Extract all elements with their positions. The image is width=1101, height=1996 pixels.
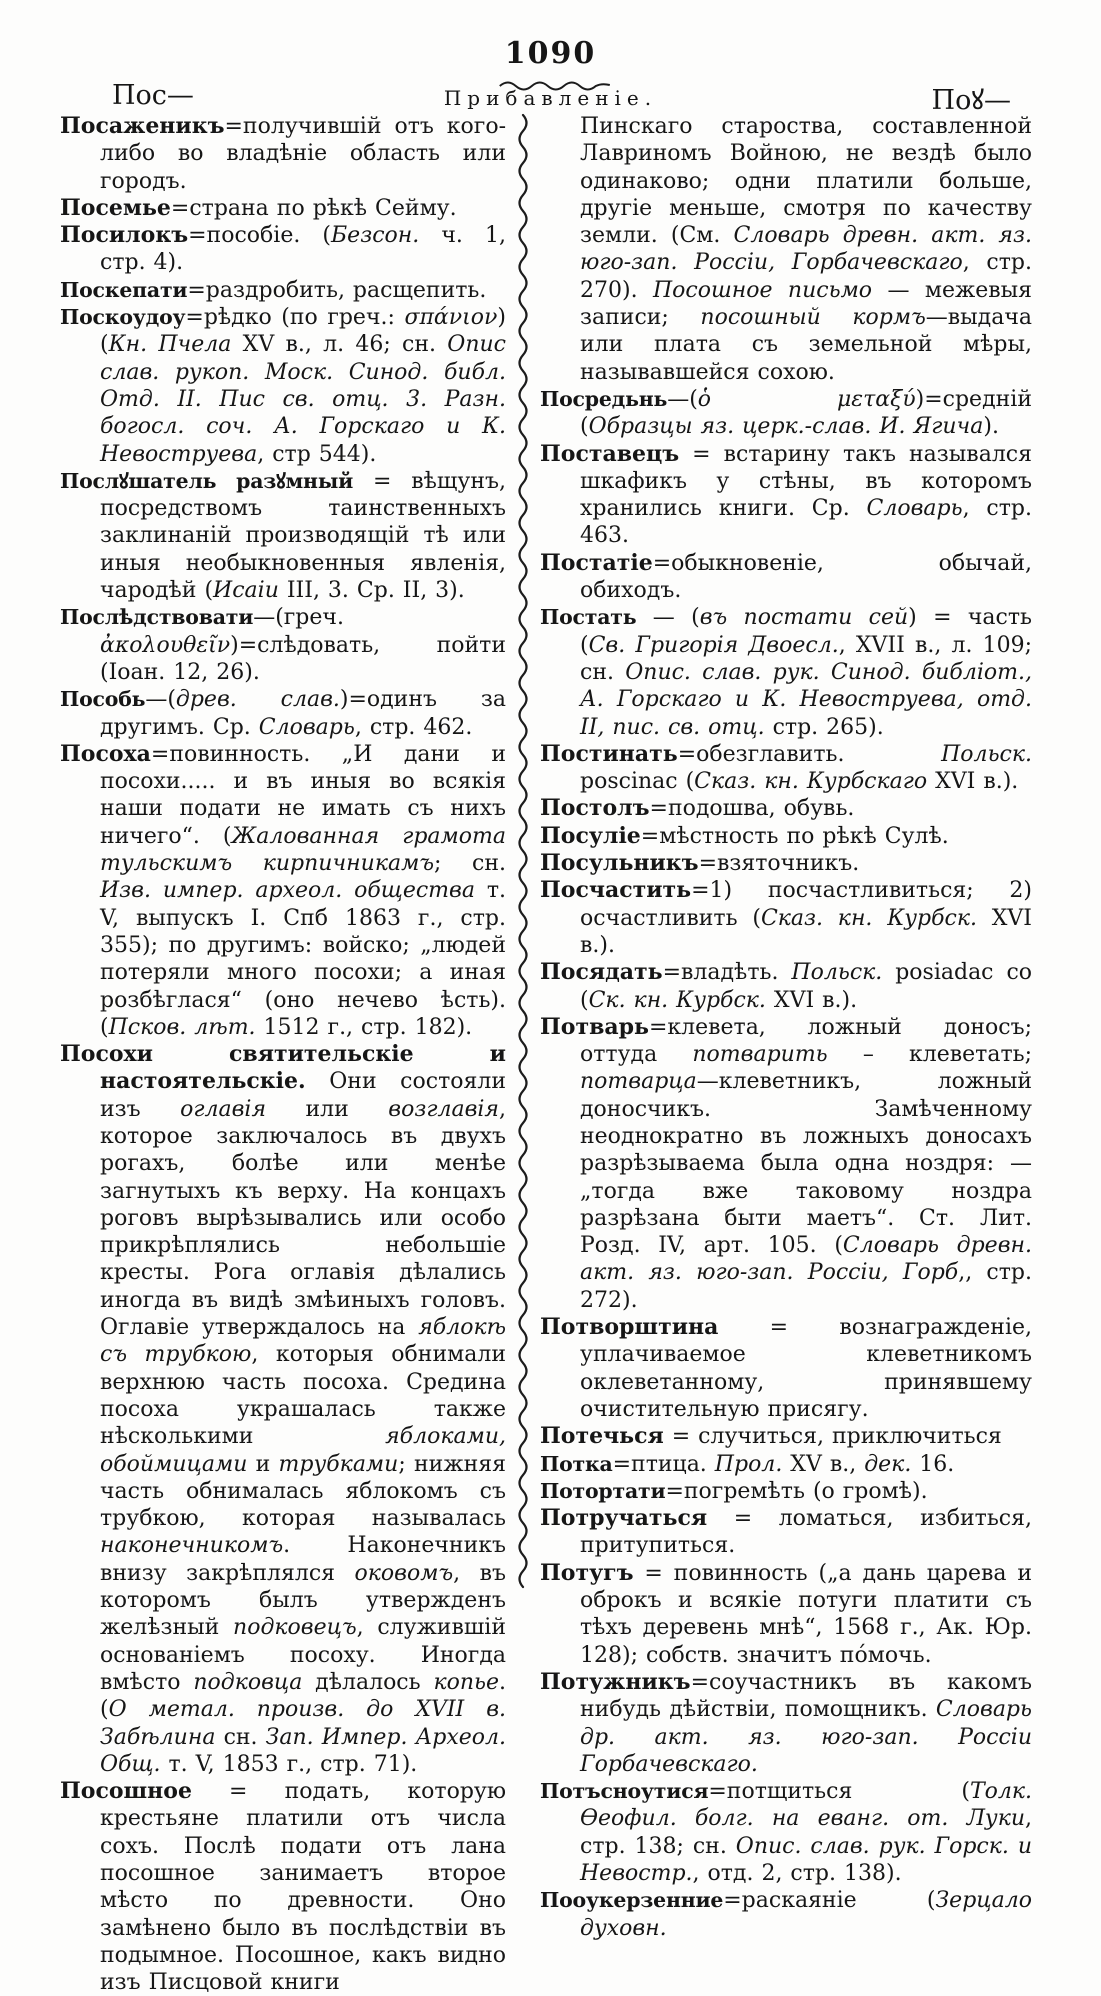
entry-citation: Зерцало духовн. xyxy=(580,1888,1032,1941)
entry-headword: Постинать xyxy=(540,740,678,767)
entry-citation: потварить xyxy=(692,1042,828,1068)
entry-headword-slavonic: Потка xyxy=(540,1451,613,1476)
entry-text: 1512 г., стр. 182). xyxy=(255,1014,473,1040)
entry-text: = случиться, приключиться xyxy=(663,1424,1002,1450)
entry-text: III, 3. Ср. II, 3). xyxy=(278,578,465,604)
entry-headword: Потугъ xyxy=(540,1559,634,1586)
entry-citation: Опис. слав. рук. Синод. библіот., А. Горскаго и К. Невоструева, отд. II, пис. св. отц. xyxy=(580,659,1032,740)
dictionary-entry xyxy=(60,1778,506,1996)
dictionary-entry xyxy=(540,441,1032,550)
entry-text: . ( xyxy=(100,1669,506,1723)
dictionary-entry xyxy=(60,604,506,686)
running-head-center: Прибавленіе. xyxy=(443,86,658,110)
entry-text: Они состояли изъ xyxy=(100,1069,506,1122)
entry-text: XV в., л. 46; сн. xyxy=(231,332,448,358)
entry-citation: потварца xyxy=(580,1069,697,1095)
entry-headword: Поставецъ xyxy=(540,440,680,467)
entry-citation: Св. Григорія Двоесл. xyxy=(588,632,839,658)
dictionary-entry xyxy=(60,468,506,604)
entry-headword: Посуліе xyxy=(540,822,641,849)
entry-text: ,, стр. 272). xyxy=(580,1260,1032,1313)
entry-headword-slavonic: Пооукерзенние xyxy=(540,1888,724,1913)
entry-text: = подать, которую крестьяне платили отъ числа сохъ. Послѣ подати отъ лана посошное занимаетъ второе мѣсто по древности. Оно замѣнено было въ послѣдствіи въ подымное. Посошное, какъ видно изъ Писцовой книги xyxy=(100,1779,506,1996)
entry-headword: Посоха xyxy=(60,740,151,767)
entry-citation: посошный кормъ xyxy=(700,305,926,331)
entry-headword: Посаженикъ xyxy=(60,113,225,139)
entry-text: дѣлалось xyxy=(302,1669,434,1695)
entry-headword-slavonic: Постать xyxy=(540,605,637,630)
entry-text: =обезглавить. xyxy=(677,741,942,767)
entry-text: =получившій отъ кого-либо во владѣніе область или городъ. xyxy=(100,114,506,194)
dictionary-entry xyxy=(540,386,1032,441)
entry-headword-slavonic: Послѣдствовати xyxy=(60,605,254,630)
dictionary-entry xyxy=(540,1478,1032,1505)
dictionary-entry xyxy=(60,686,506,741)
entry-text: =владѣть. xyxy=(662,960,792,986)
entry-text: =раскаяніе ( xyxy=(723,1888,936,1914)
entry-text: )=слѣдовать, пойти (Іоан. 12, 26). xyxy=(100,632,506,685)
entry-text: , стр 544). xyxy=(257,441,377,467)
entry-text: —( xyxy=(145,687,176,713)
entry-headword: Посядать xyxy=(540,959,663,986)
entry-citation: Ск. кн. Курбск. xyxy=(588,987,766,1013)
entry-headword: Посошное xyxy=(60,1778,192,1805)
entry-headword: Посульникъ xyxy=(540,850,699,877)
entry-citation: древ. слав. xyxy=(175,687,340,713)
entry-headword: Потручаться xyxy=(540,1505,708,1532)
dictionary-entry xyxy=(60,741,506,1041)
entry-text: =птица. xyxy=(612,1451,715,1477)
entry-text: =подошва, обувь. xyxy=(649,796,855,822)
entry-text: poscinac ( xyxy=(580,769,695,795)
entry-citation: Зап. Импер. Археол. Общ. xyxy=(100,1724,506,1777)
entry-text: стр. 265). xyxy=(764,714,884,740)
entry-text: , стр. 462. xyxy=(354,714,473,740)
dictionary-entry xyxy=(540,1314,1032,1423)
entry-citation: Сказ. кн. Курбск. xyxy=(760,905,977,931)
entry-headword-slavonic: Посредьнь xyxy=(540,386,668,411)
entry-text: —клеветникъ, ложный доносчикъ. Замѣченному неоднократно въ ложныхъ доносахъ разрѣзываема была одна ноздря: —„тогда вже таковому ноздра разрѣзана быти маетъ“. Ст. Лит. Розд. IV, арт. 105. ( xyxy=(580,1069,1032,1259)
entry-greek-term: ἀκολουθεῖν xyxy=(100,632,231,658)
entry-citation: копье xyxy=(433,1669,499,1695)
entry-text: — ( xyxy=(636,605,700,631)
entry-citation: Исаіи xyxy=(213,578,279,604)
entry-text: , отд. 2, стр. 138). xyxy=(692,1861,902,1886)
dictionary-entry xyxy=(540,1014,1032,1314)
entry-text: , которыя обнимали верхнюю часть посоха. Средина посоха украшалась также нѣсколькими xyxy=(100,1342,506,1450)
entry-citation: наконечникомъ xyxy=(100,1533,284,1559)
entry-text: =повинность. „И дани и посохи..... и въ иныя во всякія наши подати не имать съ нихъ ничего“. ( xyxy=(100,741,506,849)
entry-text: = встарину такъ назывался шкафикъ у стѣны, въ которомъ хранились книги. Ср. xyxy=(580,441,1032,522)
dictionary-entry xyxy=(540,877,1032,959)
entry-headword: Потварь xyxy=(540,1013,649,1040)
right-column xyxy=(540,113,1032,1942)
entry-text: – клеветать; xyxy=(827,1042,1033,1068)
dictionary-entry xyxy=(60,113,506,195)
entry-headword-slavonic: Послꙋшатель разꙋмный xyxy=(60,468,354,493)
entry-citation: яблоками, обоймицами xyxy=(100,1424,506,1477)
dictionary-entry xyxy=(540,1451,1032,1478)
entry-text: = повинность („а дань царева и оброкъ и всякіе потуги платити съ тѣхъ деревень мнѣ“, 1568 г., Ак. Юр. 128); собств. значитъ по́мочь. xyxy=(580,1560,1032,1668)
entry-greek-term: ὁ μεταξύ xyxy=(697,386,916,412)
dictionary-entry xyxy=(60,195,506,222)
entry-text: XV в., xyxy=(782,1451,865,1477)
dictionary-entry xyxy=(540,795,1032,822)
entry-text: , въ которомъ былъ утвержденъ желѣзный xyxy=(100,1560,506,1641)
entry-text: и xyxy=(247,1451,279,1477)
entry-text: —( xyxy=(667,386,698,412)
entry-headword: Постатіе xyxy=(540,549,653,576)
entry-citation: Польск. xyxy=(791,960,883,986)
entry-text: )=средній ( xyxy=(580,386,1032,440)
dictionary-entry xyxy=(540,1505,1032,1560)
dictionary-entry xyxy=(60,304,506,468)
entry-headword-slavonic: Потортати xyxy=(540,1478,666,1503)
entry-citation: Польск. xyxy=(941,741,1032,767)
entry-text: = вознагражденіе, уплачиваемое клеветникомъ оклеветанному, принявшему очистительную присягу. xyxy=(580,1315,1032,1422)
entry-citation: оглавія xyxy=(180,1096,267,1122)
entry-headword: Посемье xyxy=(60,194,171,221)
entry-text: = вѣщунъ, посредствомъ таинственныхъ заклинаній производящій тѣ или иныя необыкновенныя явленія, чародѣй ( xyxy=(100,468,506,604)
entry-text: )=одинъ за другимъ. Ср. xyxy=(100,687,506,740)
entry-text: =страна по рѣкѣ Сейму. xyxy=(170,195,457,221)
entry-text: =потщиться ( xyxy=(708,1779,970,1805)
entry-citation: Кн. Пчела xyxy=(108,332,232,358)
entry-text: = ломаться, избиться, притупиться. xyxy=(580,1506,1032,1559)
entry-text: , XVII в., л. 109; сн. xyxy=(580,632,1033,685)
entry-citation: Псков. лѣт. xyxy=(108,1014,256,1040)
entry-text: =1) посчастливиться; 2) осчастливить ( xyxy=(580,878,1032,931)
dictionary-entry xyxy=(540,823,1032,850)
entry-headword: Постолъ xyxy=(540,795,650,822)
entry-citation: Прол. xyxy=(714,1451,783,1477)
entry-text: , служившій основаніемъ посоху. Иногда вмѣсто xyxy=(100,1615,507,1695)
entry-citation: подковца xyxy=(193,1669,303,1695)
entry-text: XVI в.). xyxy=(927,769,1019,795)
entry-citation: Жалованная грамота тульскимъ кирпичникамъ xyxy=(100,823,506,877)
entry-text: ) ( xyxy=(100,305,506,358)
entry-text: ) = часть ( xyxy=(580,605,1032,658)
entry-text: т. V, выпускъ I. Спб 1863 г., стр. 355); по другимъ: войско; „людей потеряли много посохи; а иная розбѣглася“ (оно нечево ѣсть). ( xyxy=(100,878,506,1040)
entry-text: , которое заключалось въ двухъ рогахъ, болѣе или менѣе загнутыхъ къ верху. На концахъ роговъ вырѣзывались или особо прикрѣплялись небольшіе кресты. Рога оглавія дѣлались иногда въ видѣ змѣиныхъ головъ. Оглавіе утверждалось на xyxy=(100,1096,506,1341)
entry-text: , стр. 463. xyxy=(580,496,1032,549)
entry-text: —выдача или плата съ земельной мѣры, называвшейся сохою. xyxy=(580,305,1032,385)
entry-text: =рѣдко (по греч.: xyxy=(185,305,405,331)
dictionary-entry xyxy=(540,1669,1032,1778)
entry-citation: Изв. импер. археол. общества xyxy=(100,878,475,904)
entry-citation: Словарь древн. акт. яз. юго-зап. Россіи, Горбачевскаго xyxy=(580,223,1032,276)
entry-text: =взяточникъ. xyxy=(698,851,860,877)
entry-text: =пособіе. ( xyxy=(188,223,332,249)
entry-citation: Опис слав. рукоп. Моск. Синод. библ. Отд. II. Пис св. отц. 3. Разн. богосл. соч. А. Горскаго и К. Невоструева xyxy=(100,332,506,467)
column-divider-squiggle xyxy=(506,113,540,1603)
running-head-right: Поꙋ— xyxy=(931,85,1011,116)
entry-text: —(греч. xyxy=(253,605,344,631)
entry-text: =мѣстность по рѣкѣ Сулѣ. xyxy=(640,823,949,849)
entry-text: posiadac co ( xyxy=(580,960,1033,1013)
dictionary-entry xyxy=(540,741,1032,796)
entry-citation: дек. xyxy=(864,1451,912,1477)
dictionary-entry xyxy=(540,1423,1032,1450)
entry-citation: Посошное письмо xyxy=(652,277,873,303)
entry-text: или xyxy=(266,1096,389,1122)
entry-text: =погремѣть (о громѣ). xyxy=(665,1478,928,1504)
entry-citation: въ постати сей xyxy=(699,605,909,631)
entry-headword: Посилокъ xyxy=(60,222,189,249)
entry-headword-slavonic: Поскоудоу xyxy=(60,305,186,330)
entry-headword: Посчастить xyxy=(540,877,692,904)
dictionary-entry xyxy=(540,1778,1032,1887)
dictionary-entry xyxy=(540,1560,1032,1669)
entry-text: 16. xyxy=(911,1451,955,1477)
entry-citation: возглавія xyxy=(388,1096,499,1122)
dictionary-entry xyxy=(540,604,1032,740)
entry-citation: Образцы яз. церк.-слав. И. Ягича xyxy=(588,414,984,440)
entry-citation: яблокѣ съ трубкою xyxy=(100,1315,506,1368)
dictionary-entry xyxy=(540,850,1032,877)
entry-citation: оковомъ xyxy=(354,1560,454,1586)
entry-citation: Словарь др. акт. яз. юго-зап. Россіи Горбачевскаго. xyxy=(580,1697,1032,1777)
entry-headword: Потужникъ xyxy=(540,1668,691,1695)
entry-text: =обыкновеніе, обычай, обиходъ. xyxy=(580,550,1032,604)
running-head-left: Пос— xyxy=(112,80,194,111)
dictionary-entry xyxy=(60,1041,506,1778)
dictionary-entry xyxy=(540,959,1032,1014)
entry-text: XVI в.). xyxy=(765,987,858,1013)
entry-headword-slavonic: Пособь xyxy=(60,687,146,712)
entry-text: , стр. 138; сн. xyxy=(580,1806,1032,1859)
entry-text: ; нижняя часть обнималась яблокомъ съ трубкою, которая называлась xyxy=(100,1451,506,1532)
dictionary-entry xyxy=(540,1887,1032,1942)
entry-headword: Потечься xyxy=(540,1423,664,1450)
entry-citation: подковецъ xyxy=(233,1615,357,1641)
entry-citation: О метал. произв. до XVII в. Забѣлина xyxy=(100,1697,506,1750)
entry-citation: Словарь древн. акт. яз. юго-зап. Россіи, Горб xyxy=(580,1233,1032,1286)
entry-citation: Словарь xyxy=(258,714,355,740)
entry-citation: Безсон. xyxy=(331,223,420,249)
dictionary-entry xyxy=(60,222,506,277)
entry-citation: Сказ. кн. Курбскаго xyxy=(694,769,928,795)
entry-text: =клевета, ложный доносъ; оттуда xyxy=(580,1014,1032,1068)
page-number: 1090 xyxy=(504,36,597,71)
entry-text: т. V, 1853 г., стр. 71). xyxy=(160,1751,418,1777)
entry-text: сн. xyxy=(215,1724,266,1750)
dictionary-entry-continuation xyxy=(540,113,1032,386)
entry-text: , стр. 270). xyxy=(580,250,1032,303)
entry-greek-term: σπάνιον xyxy=(404,305,498,331)
entry-citation: Словарь xyxy=(866,496,963,522)
entry-text: Пинскаго староства, составленной Лавриномъ Войною, не вездѣ было одинаково; одни платили больше, другіе меньше, смотря по качеству земли. (См. xyxy=(580,114,1032,249)
entry-citation: Толк. Ѳеофил. болг. на еванг. от. Луки xyxy=(580,1779,1032,1832)
entry-text: ). xyxy=(983,414,999,440)
entry-text: XVI в.). xyxy=(580,905,1032,958)
entry-text: ч. 1, стр. 4). xyxy=(100,223,506,276)
dictionary-entry xyxy=(540,550,1032,605)
entry-headword-slavonic: Потъсноутися xyxy=(540,1779,709,1804)
dictionary-entry xyxy=(60,277,506,304)
entry-text: . Наконечникъ внизу закрѣплялся xyxy=(100,1533,506,1586)
entry-text: — межевыя записи; xyxy=(580,277,1032,331)
entry-text: =раздробить, расщепить. xyxy=(187,277,487,303)
entry-text: =соучастникъ въ какомъ нибудь дѣйствіи, помощникъ. xyxy=(580,1669,1032,1723)
entry-citation: трубками xyxy=(278,1451,399,1477)
entry-headword: Потворштина xyxy=(540,1314,719,1341)
entry-headword-slavonic: Поскепати xyxy=(60,277,188,302)
entry-citation: Опис. слав. рук. Горск. и Невостр. xyxy=(580,1833,1032,1886)
entry-headword: Посохи святительскіе и настоятельскіе. xyxy=(60,1041,506,1095)
entry-text: ; сн. xyxy=(433,851,506,877)
